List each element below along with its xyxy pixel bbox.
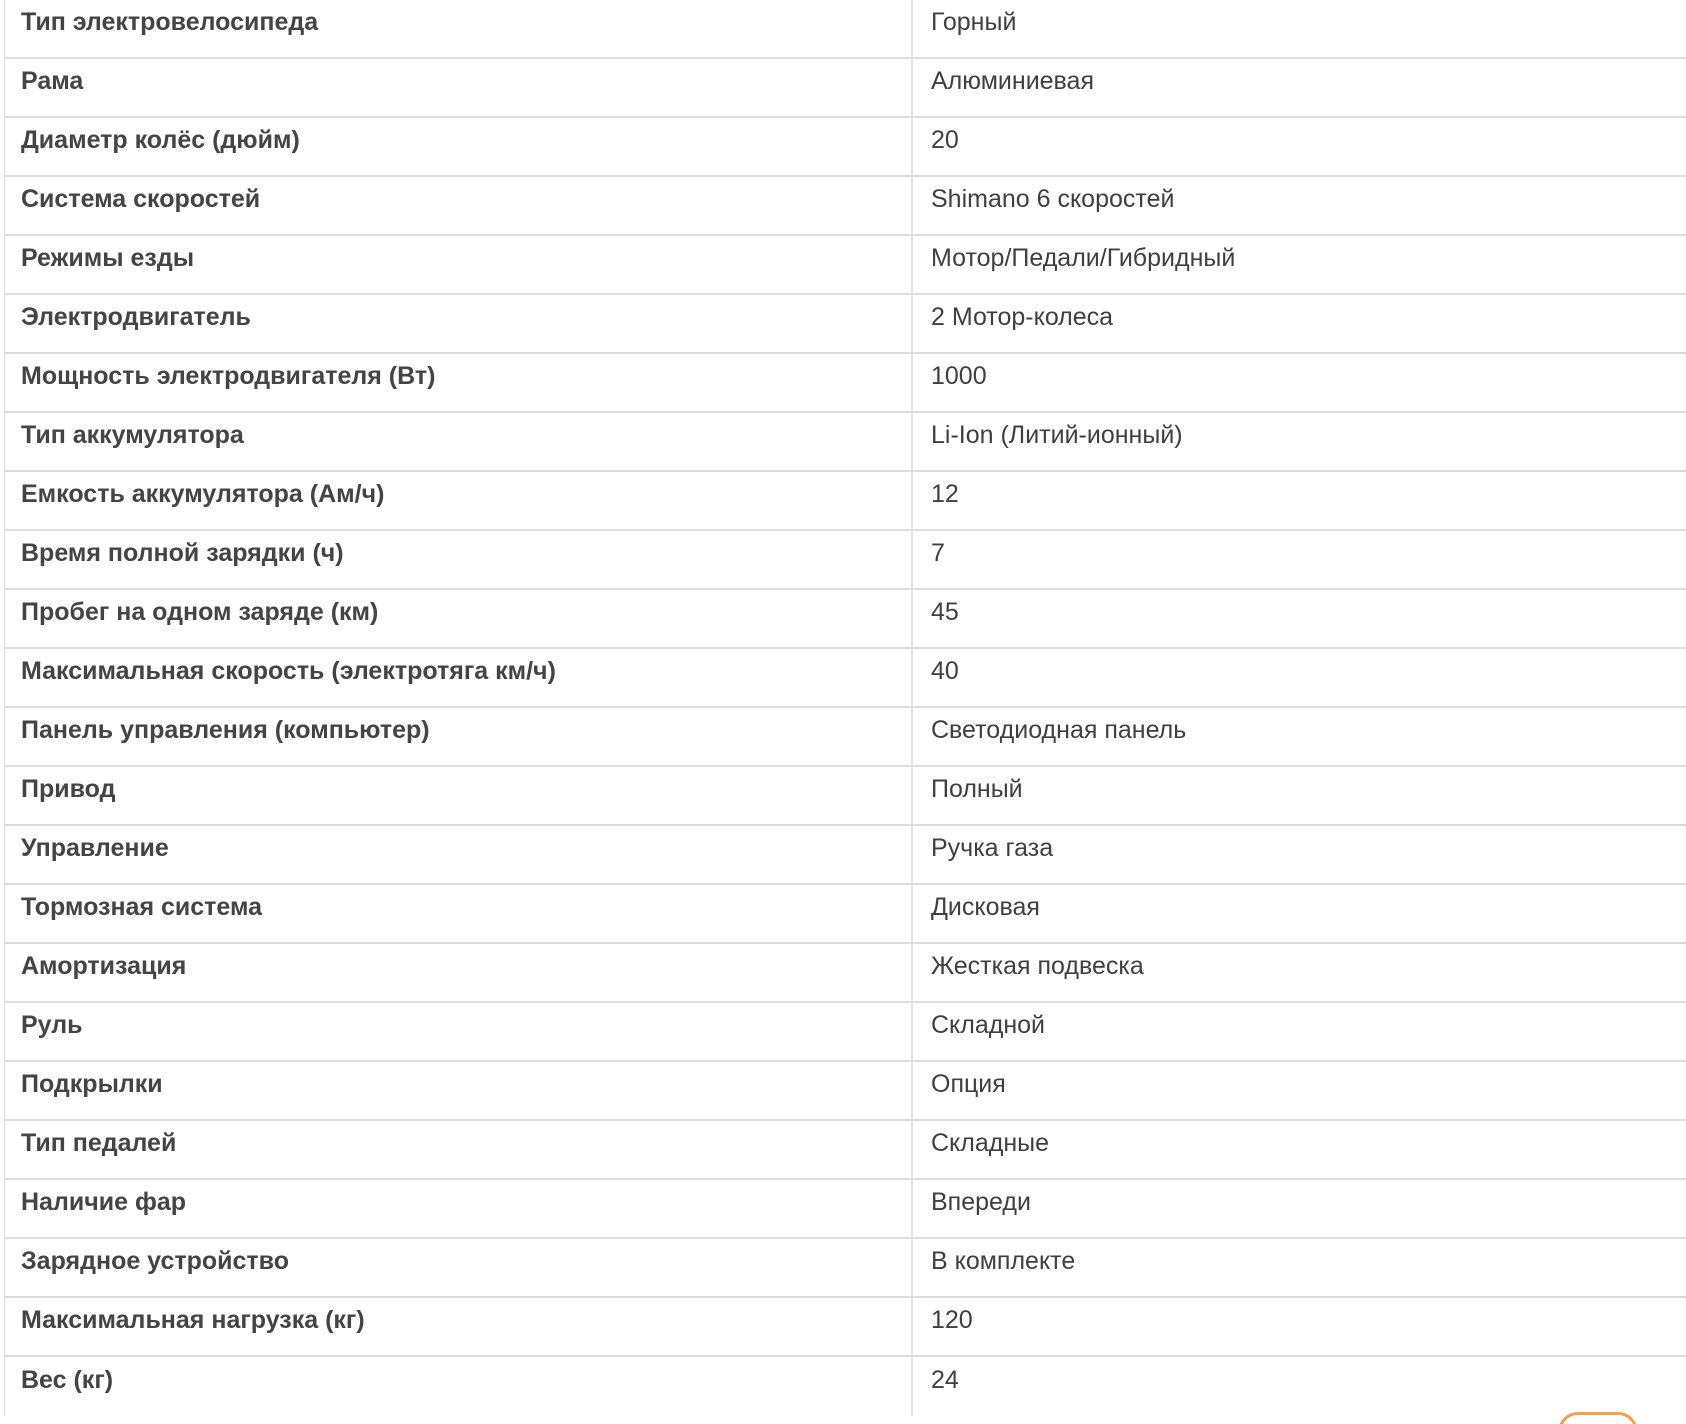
spec-value: Shimano 6 скоростей — [931, 185, 1175, 213]
spec-value: Горный — [931, 8, 1017, 36]
spec-value: 40 — [931, 657, 959, 685]
spec-label: Режимы езды — [5, 236, 913, 293]
spec-value: Светодиодная панель — [931, 716, 1187, 744]
spec-label: Емкость аккумулятора (Ам/ч) — [5, 472, 913, 529]
spec-label: Панель управления (компьютер) — [5, 708, 913, 765]
spec-value: 20 — [931, 126, 959, 154]
specifications-table — [4, 0, 1686, 1416]
spec-label: Максимальная скорость (электротяга км/ч) — [5, 649, 913, 706]
spec-row — [5, 1062, 1686, 1121]
spec-row — [5, 531, 1686, 590]
spec-value: Впереди — [931, 1188, 1031, 1216]
spec-value: Алюминиевая — [931, 67, 1095, 95]
spec-row — [5, 826, 1686, 885]
spec-row — [5, 1357, 1686, 1416]
spec-label: Система скоростей — [5, 177, 913, 234]
spec-label: Максимальная нагрузка (кг) — [5, 1298, 913, 1355]
spec-label: Диаметр колёс (дюйм) — [5, 118, 913, 175]
spec-row — [5, 1003, 1686, 1062]
spec-label: Руль — [5, 1003, 913, 1060]
spec-row — [5, 59, 1686, 118]
spec-row — [5, 1121, 1686, 1180]
spec-label: Электродвигатель — [5, 295, 913, 352]
spec-label: Пробег на одном заряде (км) — [5, 590, 913, 647]
spec-value: В комплекте — [931, 1247, 1076, 1275]
spec-value: Ручка газа — [931, 834, 1054, 862]
spec-label: Рама — [5, 59, 913, 116]
spec-value: 7 — [931, 539, 945, 567]
spec-row — [5, 177, 1686, 236]
spec-row — [5, 590, 1686, 649]
spec-label: Тип педалей — [5, 1121, 913, 1178]
spec-value: 24 — [931, 1366, 959, 1394]
spec-row — [5, 1239, 1686, 1298]
spec-row — [5, 944, 1686, 1003]
spec-label: Амортизация — [5, 944, 913, 1001]
spec-label: Наличие фар — [5, 1180, 913, 1237]
spec-row — [5, 236, 1686, 295]
spec-row — [5, 1180, 1686, 1239]
spec-value: Li-Ion (Литий-ионный) — [931, 421, 1183, 449]
spec-label: Тип аккумулятора — [5, 413, 913, 470]
spec-label: Подкрылки — [5, 1062, 913, 1119]
spec-label: Тип электровелосипеда — [5, 0, 913, 57]
spec-label: Зарядное устройство — [5, 1239, 913, 1296]
spec-row — [5, 767, 1686, 826]
spec-label: Вес (кг) — [5, 1357, 913, 1416]
spec-value: 1000 — [931, 362, 987, 390]
spec-row — [5, 708, 1686, 767]
spec-row — [5, 354, 1686, 413]
spec-row — [5, 295, 1686, 354]
spec-label: Мощность электродвигателя (Вт) — [5, 354, 913, 411]
spec-label: Привод — [5, 767, 913, 824]
spec-row — [5, 0, 1686, 59]
spec-value: Опция — [931, 1070, 1006, 1098]
spec-label: Управление — [5, 826, 913, 883]
spec-row — [5, 472, 1686, 531]
spec-row — [5, 649, 1686, 708]
spec-row — [5, 1298, 1686, 1357]
spec-value: Складные — [931, 1129, 1050, 1157]
spec-row — [5, 885, 1686, 944]
spec-value: 12 — [931, 480, 959, 508]
spec-value: Складной — [931, 1011, 1046, 1039]
spec-value: Полный — [931, 775, 1023, 803]
spec-value: 45 — [931, 598, 959, 626]
spec-value: 120 — [931, 1306, 973, 1334]
spec-value: Дисковая — [931, 893, 1040, 921]
spec-label: Время полной зарядки (ч) — [5, 531, 913, 588]
spec-value: Мотор/Педали/Гибридный — [931, 244, 1236, 272]
chat-widget-button[interactable] — [1558, 1412, 1638, 1424]
spec-row — [5, 118, 1686, 177]
spec-value: Жесткая подвеска — [931, 952, 1144, 980]
spec-value: 2 Мотор-колеса — [931, 303, 1114, 331]
spec-row — [5, 413, 1686, 472]
spec-label: Тормозная система — [5, 885, 913, 942]
